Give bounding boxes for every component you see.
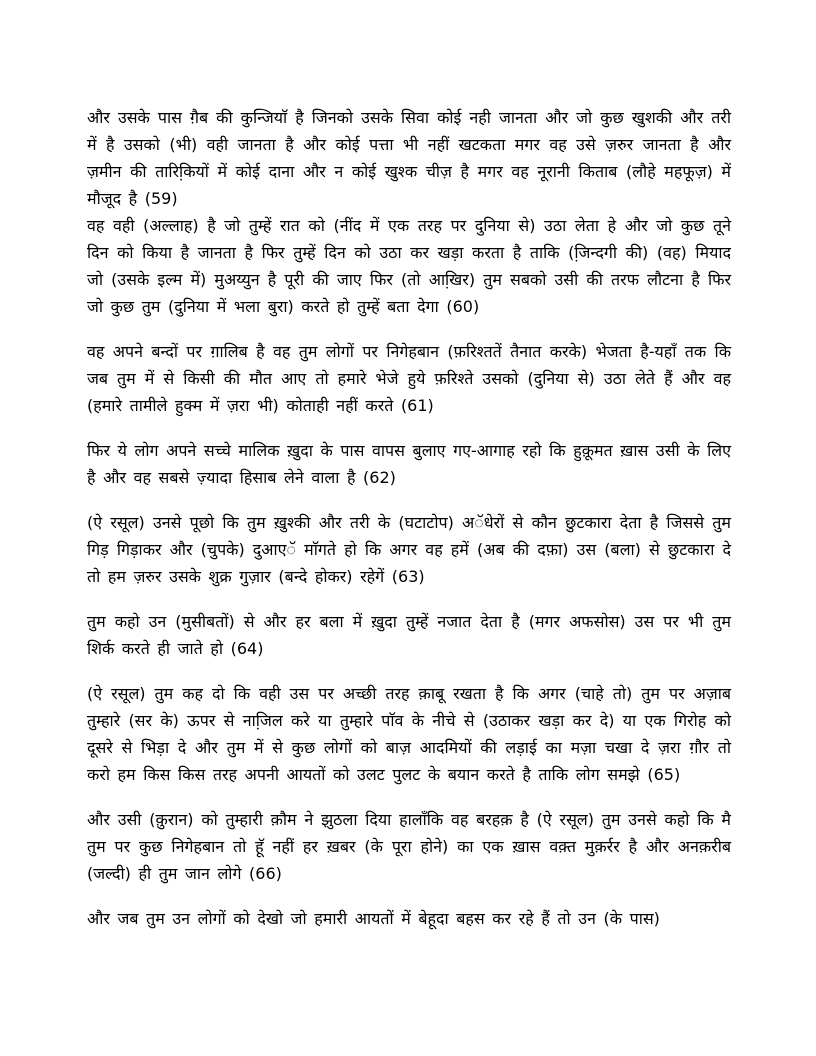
verse-paragraph-63: (ऐ रसूल) उनसे पूछो कि तुम ख़ुश्की और तरी के (घटाटोप) अॅधेरों से कौन छुटकारा देता है जिससे तुम गिड़ गिड़ाकर और (चुपके) दुआएॅ माॅगते हो कि अगर वह हमें (अब की दफ़ा) उस (बला) से छुटकारा दे तो हम ज़रुर उसके शुक्र गुज़ार (बन्दे होकर) रहेगें (63): [87, 513, 731, 586]
verse-paragraph-64: तुम कहो उन (मुसीबतों) से और हर बला में ख़ुदा तुम्हें नजात देता है (मगर अफसोस) उस पर भी तुम शिर्क करते ही जाते हो (64): [87, 612, 731, 658]
verse-paragraph-60: वह वही (अल्लाह) है जो तुम्हें रात को (नींद में एक तरह पर दुनिया से) उठा लेता हे और जो कुछ तूने दिन को किया है जानता है फिर तुम्हें दिन को उठा कर खड़ा करता है ताकि (जि़न्दगी की) (वह) मियाद जो (उसके इल्म में) मुअय्युन है पूरी की जाए फिर (तो आखि़र) तुम सबको उसी की तरफ लौटना है फिर जो कुछ तुम (दुनिया में भला बुरा) करते हो तुम्हें बता देगा (60): [87, 216, 731, 316]
document-page: [87, 104, 731, 950]
verse-paragraph-61: वह अपने बन्दों पर ग़ालिब है वह तुम लोगों पर निगेहबान (फ़रिश्ततें तैनात करके) भेजता है-यहाँ तक कि जब तुम में से किसी की मौत आए तो हमारे भेजे हुये फ़रिश्ते उसको (दुनिया से) उठा लेते हैं और वह (हमारे तामीले हुक्म में ज़रा भी) कोताही नहीं करते (61): [87, 342, 731, 415]
verse-paragraph-partial: और जब तुम उन लोगों को देखो जो हमारी आयतों में बेहूदा बहस कर रहे हैं तो उन (के पास): [87, 909, 660, 928]
verse-paragraph-59: और उसके पास ग़ैब की कुन्जियाॅ है जिनको उसके सिवा कोई नही जानता और जो कुछ खुशकी और तरी में है उसको (भी) वही जानता है और कोई पत्ता भी नहीं खटकता मगर वह उसे ज़रुर जानता है और ज़मीन की तारिकि़यों में कोई दाना और न कोई खुश्क चीज़ है मगर वह नूरानी किताब (लौहे महफूज़) में मौजूद है (59): [87, 108, 731, 208]
verse-paragraph-62: फिर ये लोग अपने सच्चे मालिक ख़ुदा के पास वापस बुलाए गए-आगाह रहो कि हुक़ूमत ख़ास उसी के लिए है और वह सबसे ज़्यादा हिसाब लेने वाला है (62): [87, 441, 731, 487]
verse-paragraph-65: (ऐ रसूल) तुम कह दो कि वही उस पर अच्छी तरह क़ाबू रखता है कि अगर (चाहे तो) तुम पर अज़ाब तुम्हारे (सर के) ऊपर से नाजि़ल करे या तुम्हारे पाॅव के नीचे से (उठाकर खड़ा कर दे) या एक गिरोह को दूसरे से भिड़ा दे और तुम में से कुछ लोगों को बाज़ आदमियों की लड़ाई का मज़ा चखा दे ज़रा ग़ौर तो करो हम किस किस तरह अपनी आयतों को उलट पुलट के बयान करते है ताकि लोग समझे (65): [87, 684, 731, 784]
verse-paragraph-66: और उसी (कु़रान) को तुम्हारी क़ौम ने झुठला दिया हालाँकि वह बरहक़ है (ऐ रसूल) तुम उनसे कहो कि मै तुम पर कुछ निगेहबान तो हूॅ नहीं हर ख़बर (के पूरा होने) का एक ख़ास वक़्त मुक़र्रर है और अनक़रीब (जल्दी) ही तुम जान लोगे (66): [87, 810, 731, 883]
